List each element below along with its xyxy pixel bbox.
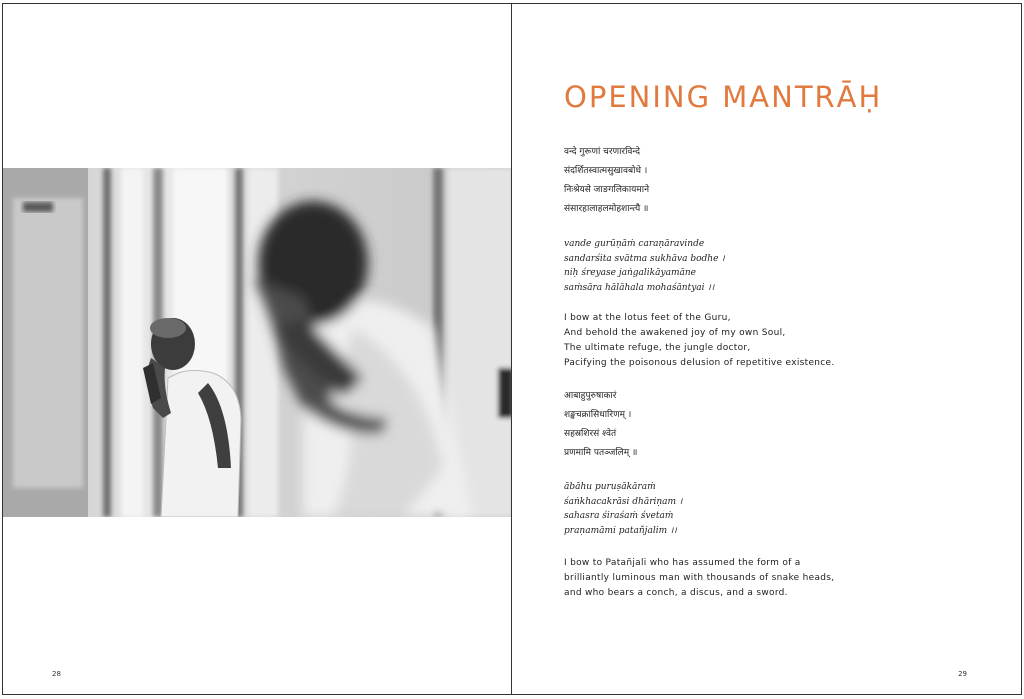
verse-line: वन्दे गुरूणां चरणारविन्दे — [564, 147, 640, 157]
page-title: OPENING MANTRĀḤ — [564, 80, 883, 114]
verse-line: संदर्शितस्वात्मसुखावबोधे । — [564, 166, 648, 176]
verse-line: I bow to Patañjali who has assumed the form of a — [564, 558, 801, 568]
photo-two-men-praying — [3, 168, 513, 517]
right-page — [511, 3, 1022, 695]
verse-line: संसारहालाहलमोहशान्त्यै ॥ — [564, 204, 649, 214]
verse-line: निःश्रेयसे जाङगलिकायमाने — [564, 185, 650, 195]
verse-line: Pacifying the poisonous delusion of repetitive existence. — [564, 358, 835, 368]
verse2-transliteration — [564, 480, 984, 538]
verse-line: प्रणमामि पतञ्जलिम् ॥ — [564, 448, 638, 458]
verse2-english — [564, 556, 984, 601]
verse-line: brilliantly luminous man with thousands of snake heads, — [564, 573, 835, 583]
verse-line: praṇamāmi patañjalim ।। — [564, 525, 677, 536]
verse-line: saṁsāra hālāhala mohaśāntyai ।। — [564, 282, 715, 293]
verse-line: sandarśita svātma sukhāva bodhe । — [564, 253, 725, 264]
verse-line: आबाहुपुरुषाकारं — [564, 391, 617, 401]
verse-line: शङ्खचक्रासिधारिणम् । — [564, 410, 632, 420]
verse-line: śaṅkhacakrāsi dhāriṇam । — [564, 496, 683, 507]
verse1-transliteration — [564, 237, 984, 295]
page-number-right: 29 — [958, 670, 967, 678]
left-page — [2, 3, 512, 695]
verse-line: सहस्रशिरसं श्वेतं — [564, 429, 617, 439]
verse1-english — [564, 311, 984, 371]
verse-line: ābāhu puruṣākāraṁ — [564, 482, 656, 492]
verse-line: vande gurūṇāṁ caraṇāravinde — [564, 239, 705, 249]
verse-line: I bow at the lotus feet of the Guru, — [564, 313, 731, 323]
verse-line: and who bears a conch, a discus, and a sword. — [564, 588, 788, 598]
verse-line: sahasra śiraśaṁ śvetaṁ — [564, 511, 674, 521]
verse-line: And behold the awakened joy of my own Soul, — [564, 328, 786, 338]
verse-line: The ultimate refuge, the jungle doctor, — [564, 343, 751, 353]
verse1-devanagari — [564, 143, 984, 219]
verse-line: niḥ śreyase jaṅgalikāyamāne — [564, 268, 696, 278]
page-number-left: 28 — [52, 670, 61, 678]
verse2-devanagari — [564, 387, 984, 463]
